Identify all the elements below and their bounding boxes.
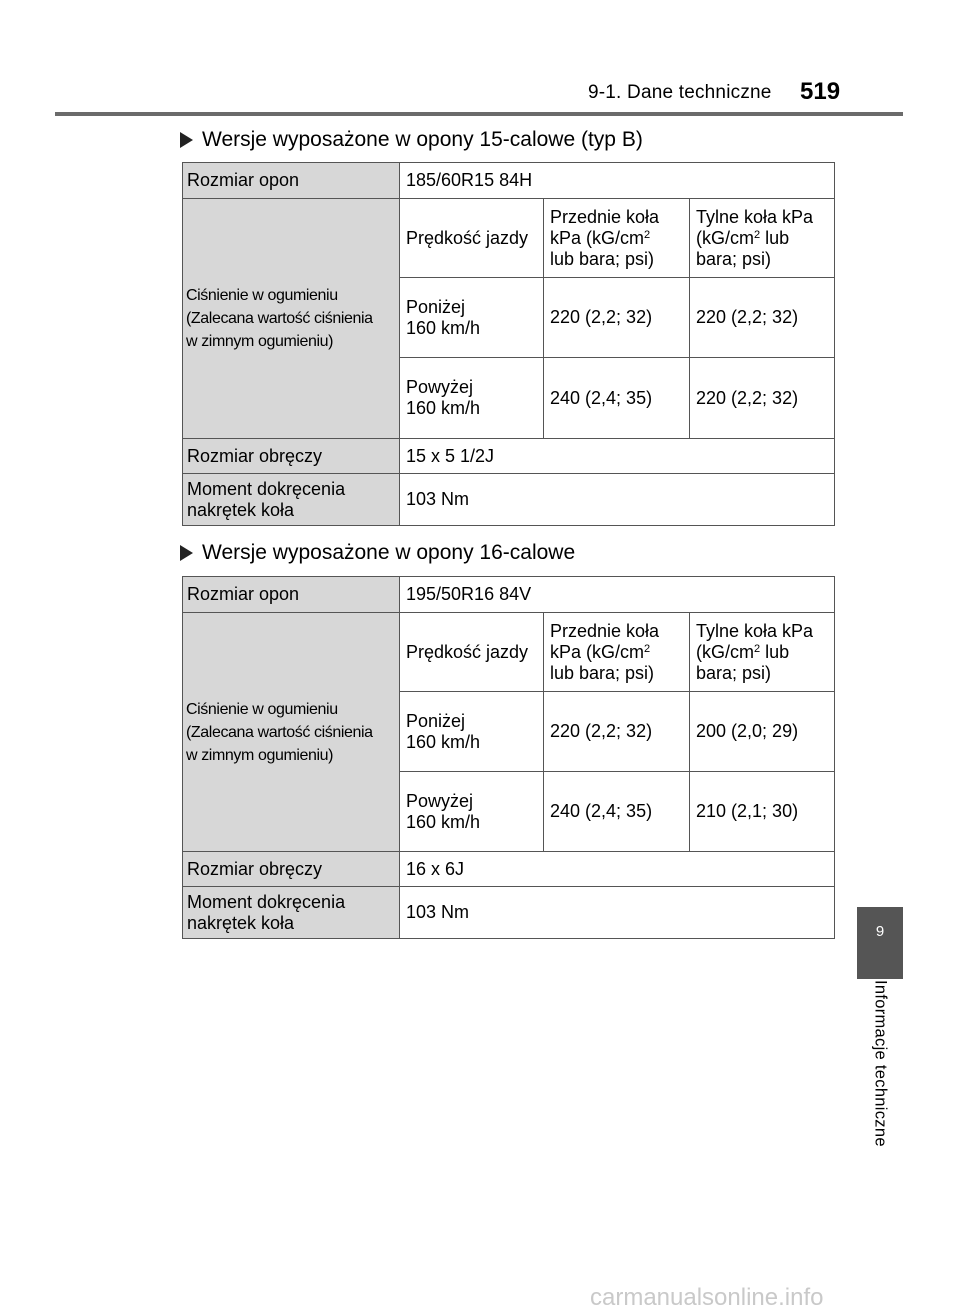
pressure-label-line: Ciśnienie w ogumieniu [186,700,338,718]
rear-pressure-cell: 200 (2,0; 29) [690,692,835,772]
speed-column-header: Prędkość jazdy [400,199,544,278]
torque-value: 103 Nm [400,887,835,939]
torque-value: 103 Nm [400,474,835,526]
pressure-label-line: w zimnym ogumieniu) [186,746,334,764]
rear-column-header [690,613,835,692]
header-line: bara; psi) [696,249,772,269]
pressure-label [183,199,400,439]
front-pressure-cell: 240 (2,4; 35) [544,772,690,852]
section2-title [180,541,575,565]
tire-size-label: Rozmiar opon [183,577,400,613]
table-row [183,577,835,613]
header-line [550,228,683,249]
watermark: carmanualsonline.info [590,1284,824,1311]
pressure-label-line: Ciśnienie w ogumieniu [186,287,338,304]
header-line: Tylne koła kPa [696,621,814,641]
header-line [550,642,683,663]
table-row [183,163,835,199]
header-text: lub [760,642,790,662]
pressure-label-line: (Zalecana wartość ciśnienia [186,723,373,741]
torque-label [183,887,400,939]
speed-column-header: Prędkość jazdy [400,613,544,692]
front-pressure-cell: 220 (2,2; 32) [544,692,690,772]
page-number: 519 [800,78,841,105]
tire-spec-table-15 [182,162,835,526]
speed-line: Powyżej [406,790,474,811]
table-row [183,439,835,474]
header-text: kPa (kG/cm [550,228,645,248]
header-text: (kG/cm [696,642,754,662]
tire-size-label: Rozmiar opon [183,163,400,199]
header-text: kPa (kG/cm [550,642,645,662]
section2-title-text: Wersje wyposażone w opony 16-calowe [202,541,576,564]
speed-cell [400,278,544,358]
triangle-bullet-icon [180,132,193,148]
section1-title-text: Wersje wyposażone w opony 15-calowe (typ B) [202,128,643,151]
table-row [183,474,835,526]
header-divider [55,112,903,116]
header-line: lub bara; psi) [550,249,655,269]
triangle-bullet-icon [180,545,193,561]
table-row [183,199,835,278]
pressure-label [183,613,400,852]
torque-label-line: Moment dokręcenia [187,478,346,499]
speed-cell [400,358,544,439]
section1-title [180,128,643,152]
header-line [696,228,828,249]
table-row [183,852,835,887]
chapter-label: Informacje techniczne [871,980,890,1147]
front-pressure-cell: 220 (2,2; 32) [544,278,690,358]
speed-line: 160 km/h [406,811,481,832]
rear-pressure-cell: 220 (2,2; 32) [690,358,835,439]
speed-cell [400,772,544,852]
torque-label-line: nakrętek koła [187,912,295,933]
section-heading: 9-1. Dane techniczne [588,82,772,103]
superscript: 2 [754,643,761,655]
rear-pressure-cell: 210 (2,1; 30) [690,772,835,852]
header-line: Przednie koła [550,621,660,641]
chapter-tab: 9 [857,907,903,979]
tire-size-value: 185/60R15 84H [400,163,835,199]
tire-size-value: 195/50R16 84V [400,577,835,613]
torque-label [183,474,400,526]
front-column-header [544,199,690,278]
rim-size-value: 16 x 6J [400,852,835,887]
header-line: bara; psi) [696,663,772,683]
speed-line: 160 km/h [406,398,481,418]
rim-size-label: Rozmiar obręczy [183,439,400,474]
torque-label-line: nakrętek koła [187,499,295,520]
pressure-label-line: w zimnym ogumieniu) [186,333,334,350]
superscript: 2 [644,229,651,241]
table-row [183,887,835,939]
speed-line: 160 km/h [406,317,481,338]
speed-line: Poniżej [406,710,466,731]
header-line: lub bara; psi) [550,663,655,683]
front-pressure-cell: 240 (2,4; 35) [544,358,690,439]
header-text: lub [760,228,790,248]
header-text: (kG/cm [696,228,754,248]
speed-cell [400,692,544,772]
pressure-label-line: (Zalecana wartość ciśnienia [186,310,373,327]
torque-label-line: Moment dokręcenia [187,891,346,912]
rear-pressure-cell: 220 (2,2; 32) [690,278,835,358]
tire-spec-table-16 [182,576,835,939]
header-line: Przednie koła [550,207,660,227]
header-line [696,642,828,663]
speed-line: Powyżej [406,377,474,397]
speed-line: Poniżej [406,296,466,317]
header-line: Tylne koła kPa [696,207,814,227]
superscript: 2 [644,643,651,655]
table-row [183,613,835,692]
speed-line: 160 km/h [406,731,481,752]
superscript: 2 [754,229,761,241]
front-column-header [544,613,690,692]
rim-size-value: 15 x 5 1/2J [400,439,835,474]
rim-size-label: Rozmiar obręczy [183,852,400,887]
rear-column-header [690,199,835,278]
